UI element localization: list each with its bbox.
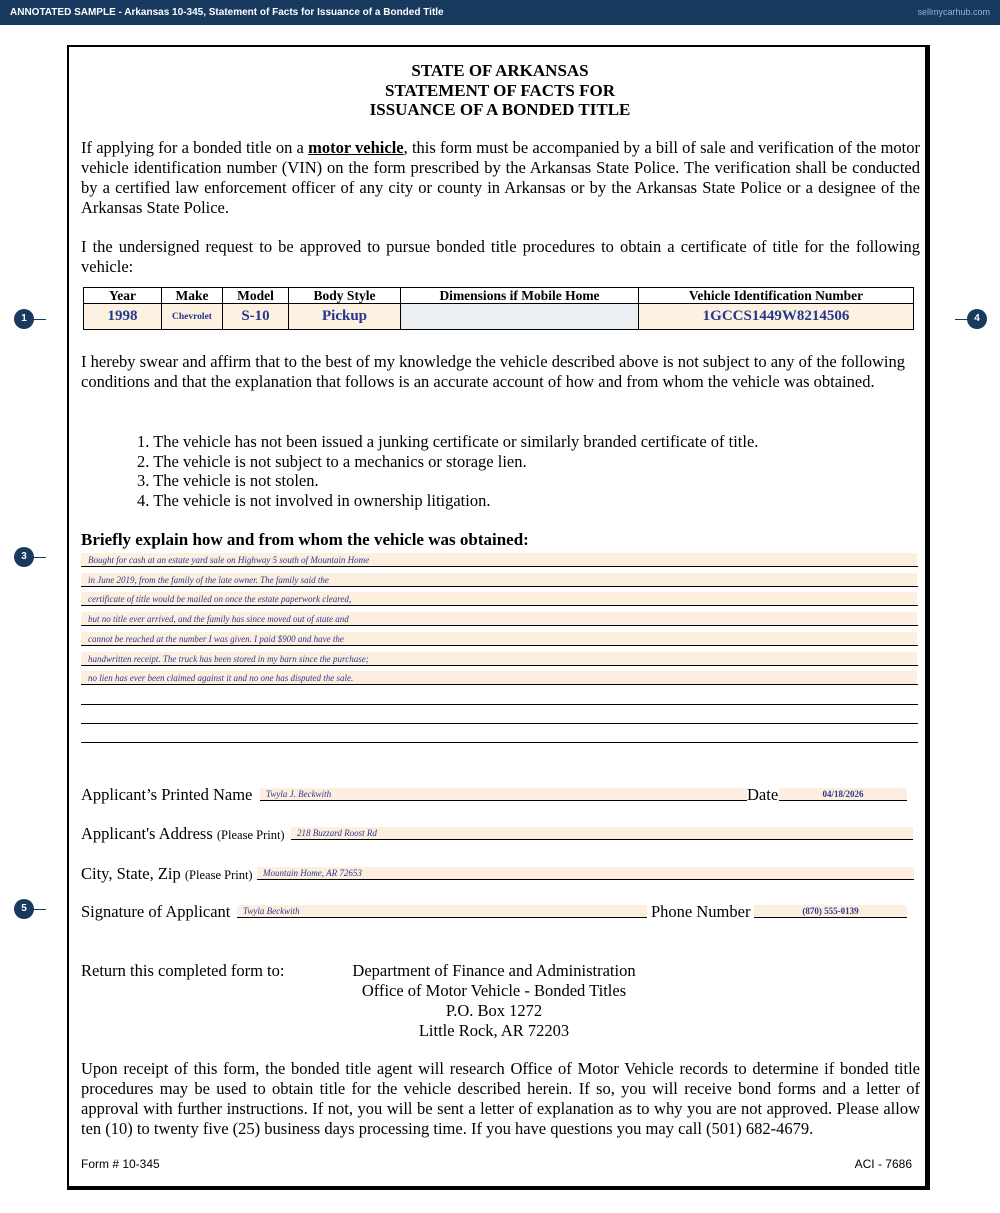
banner-site-link[interactable]: sellmycarhub.com	[917, 7, 990, 17]
explanation-line-1[interactable]: Bought for cash at an estate yard sale on Highway 5 south of Mountain Home	[81, 553, 917, 566]
return-address	[344, 961, 644, 1041]
phone-label: Phone Number	[651, 902, 751, 921]
explanation-line-6[interactable]: handwritten receipt. The truck has been stored in my barn since the purchase;	[81, 652, 917, 665]
explanation-heading: Briefly explain how and from whom the vehicle was obtained:	[81, 530, 529, 549]
explanation-line-5[interactable]: cannot be reached at the number I was given. I paid $900 and have the	[81, 632, 917, 645]
explanation-line-2[interactable]: in June 2019, from the family of the late owner. The family said the	[81, 573, 917, 586]
condition-item: 1. The vehicle has not been issued a junking certificate or similarly branded certificate of title.	[137, 432, 759, 451]
make-field[interactable]: Chevrolet	[162, 304, 223, 330]
condition-item: 4. The vehicle is not involved in ownership litigation.	[137, 490, 491, 510]
callout-badge: 4	[967, 309, 987, 329]
return-address-line: Department of Finance and Administration	[352, 961, 636, 980]
city-state-zip-label: City, State, Zip (Please Print)	[81, 864, 253, 883]
model-field[interactable]: S-10	[223, 304, 289, 330]
explanation-line-3[interactable]: certificate of title would be mailed on once the estate paperwork cleared,	[81, 592, 917, 605]
city-state-zip-field[interactable]: Mountain Home, AR 72653	[257, 867, 914, 880]
vin-field[interactable]: 1GCCS1449W8214506	[639, 304, 914, 330]
conditions-list	[137, 432, 758, 510]
return-address-line: P.O. Box 1272	[445, 1001, 543, 1020]
date-label: Date	[747, 785, 779, 804]
intro-paragraph: If applying for a bonded title on a motor vehicle, this form must be accompanied by a bill of sale and verification of the motor vehicle identification number (VIN) on the form prescribed by the Arkansas State Police. The verification shall be conducted by a certified law enforcement officer of any city or county in Arkansas or by the Arkansas State Police or a designee of the Arkansas State Police.	[81, 138, 920, 217]
printed-name-field[interactable]: Twyla J. Beckwith	[260, 788, 747, 801]
callout-leader	[32, 319, 46, 320]
header-dimensions: Dimensions if Mobile Home	[401, 288, 639, 304]
aci-number: ACI - 7686	[854, 1157, 912, 1171]
explanation-rule	[81, 625, 918, 626]
date-field[interactable]: 04/18/2026	[779, 788, 907, 801]
explanation-rule	[81, 665, 918, 666]
header-model: Model	[223, 288, 289, 304]
motor-vehicle-emphasis: motor vehicle	[308, 138, 404, 157]
explanation-rule	[81, 586, 918, 587]
explanation-line-4[interactable]: but no title ever arrived, and the family has since moved out of state and	[81, 612, 917, 625]
phone-field[interactable]: (870) 555-0139	[754, 905, 907, 918]
form-title-line-2: STATEMENT OF FACTS FOR	[385, 81, 615, 100]
signature-field[interactable]: Twyla Beckwith	[237, 905, 647, 918]
callout-leader	[955, 319, 969, 320]
header-vin: Vehicle Identification Number	[639, 288, 914, 304]
form-number: Form # 10-345	[81, 1157, 160, 1171]
return-label: Return this completed form to:	[81, 961, 285, 980]
swear-paragraph: I hereby swear and affirm that to the best of my knowledge the vehicle described above is not subject to any of the following conditions and that the explanation that follows is an accurate account of how and from whom the vehicle was obtained.	[81, 352, 905, 391]
callout-badge: 1	[14, 309, 34, 329]
condition-item: 3. The vehicle is not stolen.	[137, 471, 319, 490]
return-address-line: Office of Motor Vehicle - Bonded Titles	[361, 981, 627, 1000]
explanation-blank-rule	[81, 742, 918, 743]
form-title-line-3: ISSUANCE OF A BONDED TITLE	[369, 100, 631, 119]
explanation-line-7[interactable]: no lien has ever been claimed against it and no one has disputed the sale.	[81, 671, 917, 684]
year-field[interactable]: 1998	[84, 304, 162, 330]
dimensions-field[interactable]	[401, 304, 639, 330]
vehicle-table-row	[84, 304, 914, 330]
vehicle-table-header	[84, 288, 914, 304]
explanation-rule	[81, 645, 918, 646]
explanation-rule	[81, 566, 918, 567]
printed-name-label: Applicant’s Printed Name	[81, 785, 253, 804]
body-style-field[interactable]: Pickup	[289, 304, 401, 330]
banner-title: ANNOTATED SAMPLE - Arkansas 10-345, Statement of Facts for Issuance of a Bonded Title	[10, 7, 444, 18]
return-address-line: Little Rock, AR 72203	[418, 1021, 570, 1040]
header-body-style: Body Style	[289, 288, 401, 304]
explanation-rule	[81, 605, 918, 606]
explanation-rule	[81, 684, 918, 685]
callout-leader	[32, 909, 46, 910]
vehicle-table	[83, 287, 914, 330]
header-make: Make	[162, 288, 223, 304]
address-label: Applicant's Address (Please Print)	[81, 824, 285, 843]
callout-badge: 3	[14, 547, 34, 567]
address-field[interactable]: 218 Buzzard Roost Rd	[291, 827, 913, 840]
explanation-blank-rule	[81, 704, 918, 705]
form-title-line-1: STATE OF ARKANSAS	[411, 61, 589, 80]
callout-badge: 5	[14, 899, 34, 919]
signature-label: Signature of Applicant	[81, 902, 231, 921]
callout-leader	[32, 557, 46, 558]
request-paragraph: I the undersigned request to be approved to pursue bonded title procedures to obtain a certificate of title for the following vehicle:	[81, 237, 920, 276]
closing-paragraph: Upon receipt of this form, the bonded title agent will research Office of Motor Vehicle records to determine if bonded title procedures may be used to obtain title for the vehicle described herein. If so, you will receive bond forms and a letter of approval with further instructions. If not, you will be sent a letter of explanation as to why you are not approved. Please allow ten (10) to twenty five (25) business days processing time. If you have questions you may call (501) 682-4679.	[81, 1059, 920, 1138]
explanation-blank-rule	[81, 723, 918, 724]
header-year: Year	[84, 288, 162, 304]
banner	[0, 0, 1000, 25]
condition-item: 2. The vehicle is not subject to a mechanics or storage lien.	[137, 451, 527, 471]
